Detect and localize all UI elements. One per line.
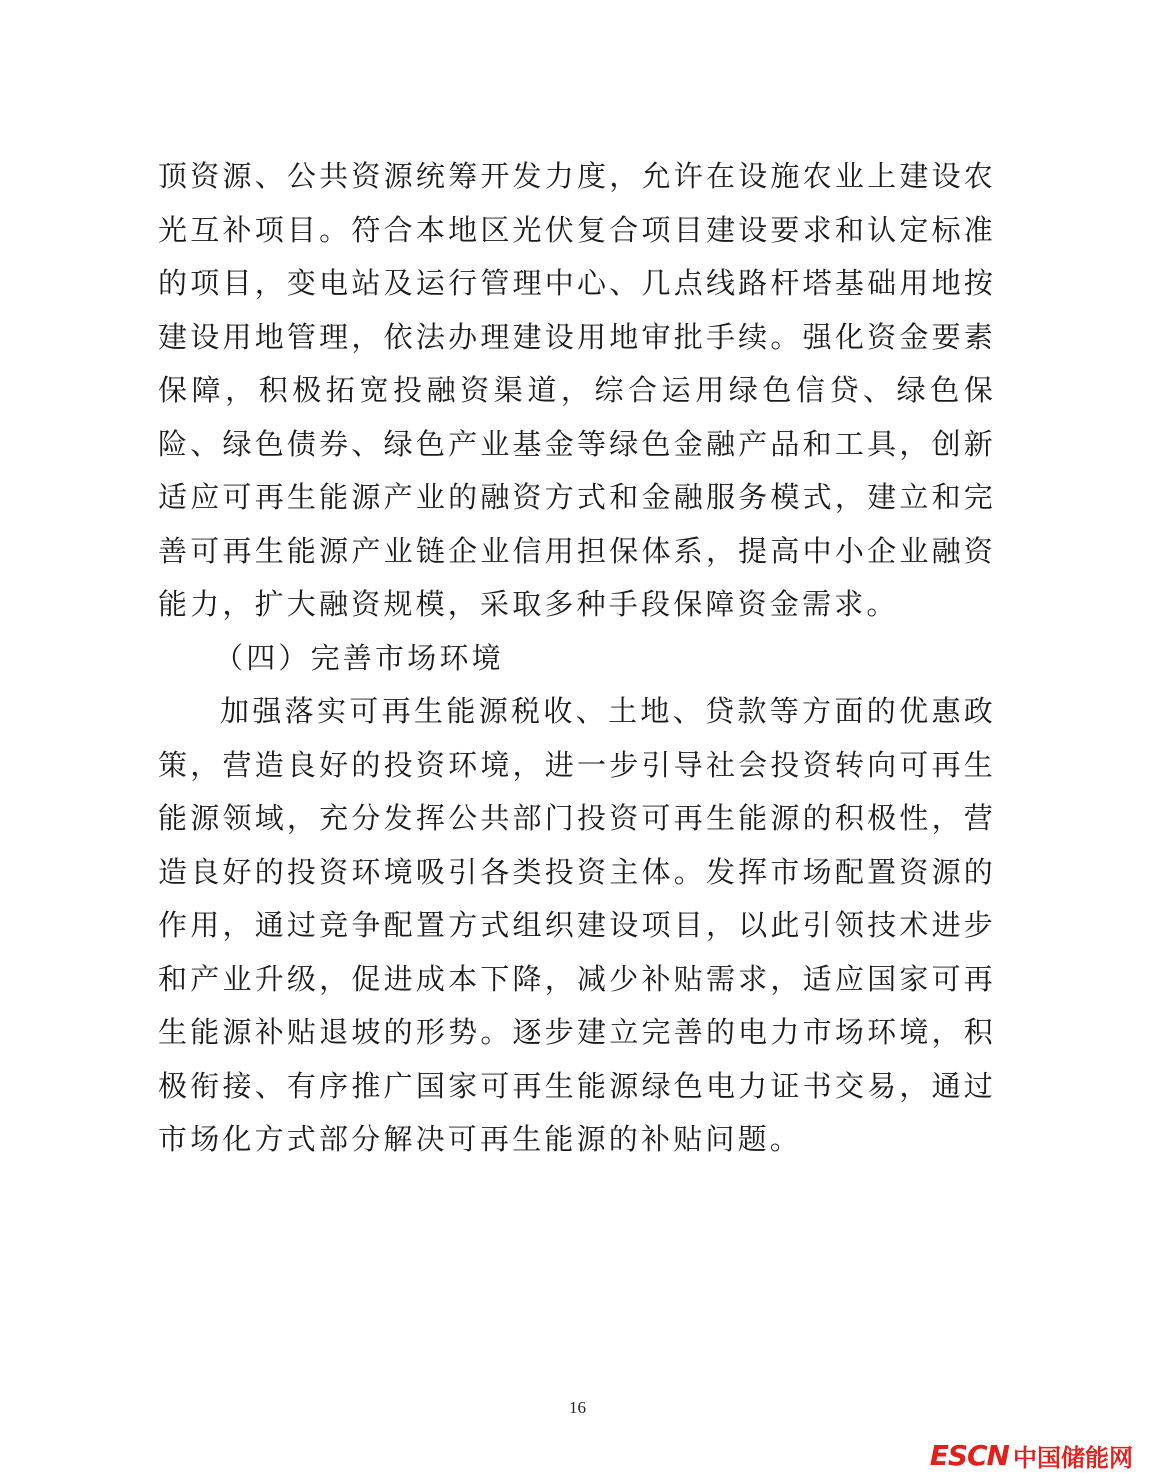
page-body [158, 150, 996, 1167]
watermark-cjk: 中国储能网 [1013, 1443, 1133, 1472]
paragraph-continuation: 顶资源、公共资源统筹开发力度，允许在设施农业上建设农光互补项目。符合本地区光伏复合项目建设要求和认定标准的项目，变电站及运行管理中心、几点线路杆塔基础用地按建设用地管理，依法办理建设用地审批手续。强化资金要素保障，积极拓宽投融资渠道，综合运用绿色信贷、绿色保险、绿色债券、绿色产业基金等绿色金融产品和工具，创新适应可再生能源产业的融资方式和金融服务模式，建立和完善可再生能源产业链企业信用担保体系，提高中小企业融资能力，扩大融资规模，采取多种手段保障资金需求。 [158, 159, 996, 621]
watermark-latin: ESCN [929, 1438, 1009, 1472]
section-heading: （四）完善市场环境 [214, 640, 504, 675]
paragraph-market-environment: 加强落实可再生能源税收、土地、贷款等方面的优惠政策，营造良好的投资环境，进一步引导社会投资转向可再生能源领域，充分发挥公共部门投资可再生能源的积极性，营造良好的投资环境吸引各类投资主体。发挥市场配置资源的作用，通过竞争配置方式组织建设项目，以此引领技术进步和产业升级，促进成本下降，减少补贴需求，适应国家可再生能源补贴退坡的形势。逐步建立完善的电力市场环境，积极衔接、有序推广国家可再生能源绿色电力证书交易，通过市场化方式部分解决可再生能源的补贴问题。 [158, 694, 996, 1156]
page-number: 16 [569, 1398, 586, 1417]
escn-watermark-logo [930, 1440, 1133, 1470]
